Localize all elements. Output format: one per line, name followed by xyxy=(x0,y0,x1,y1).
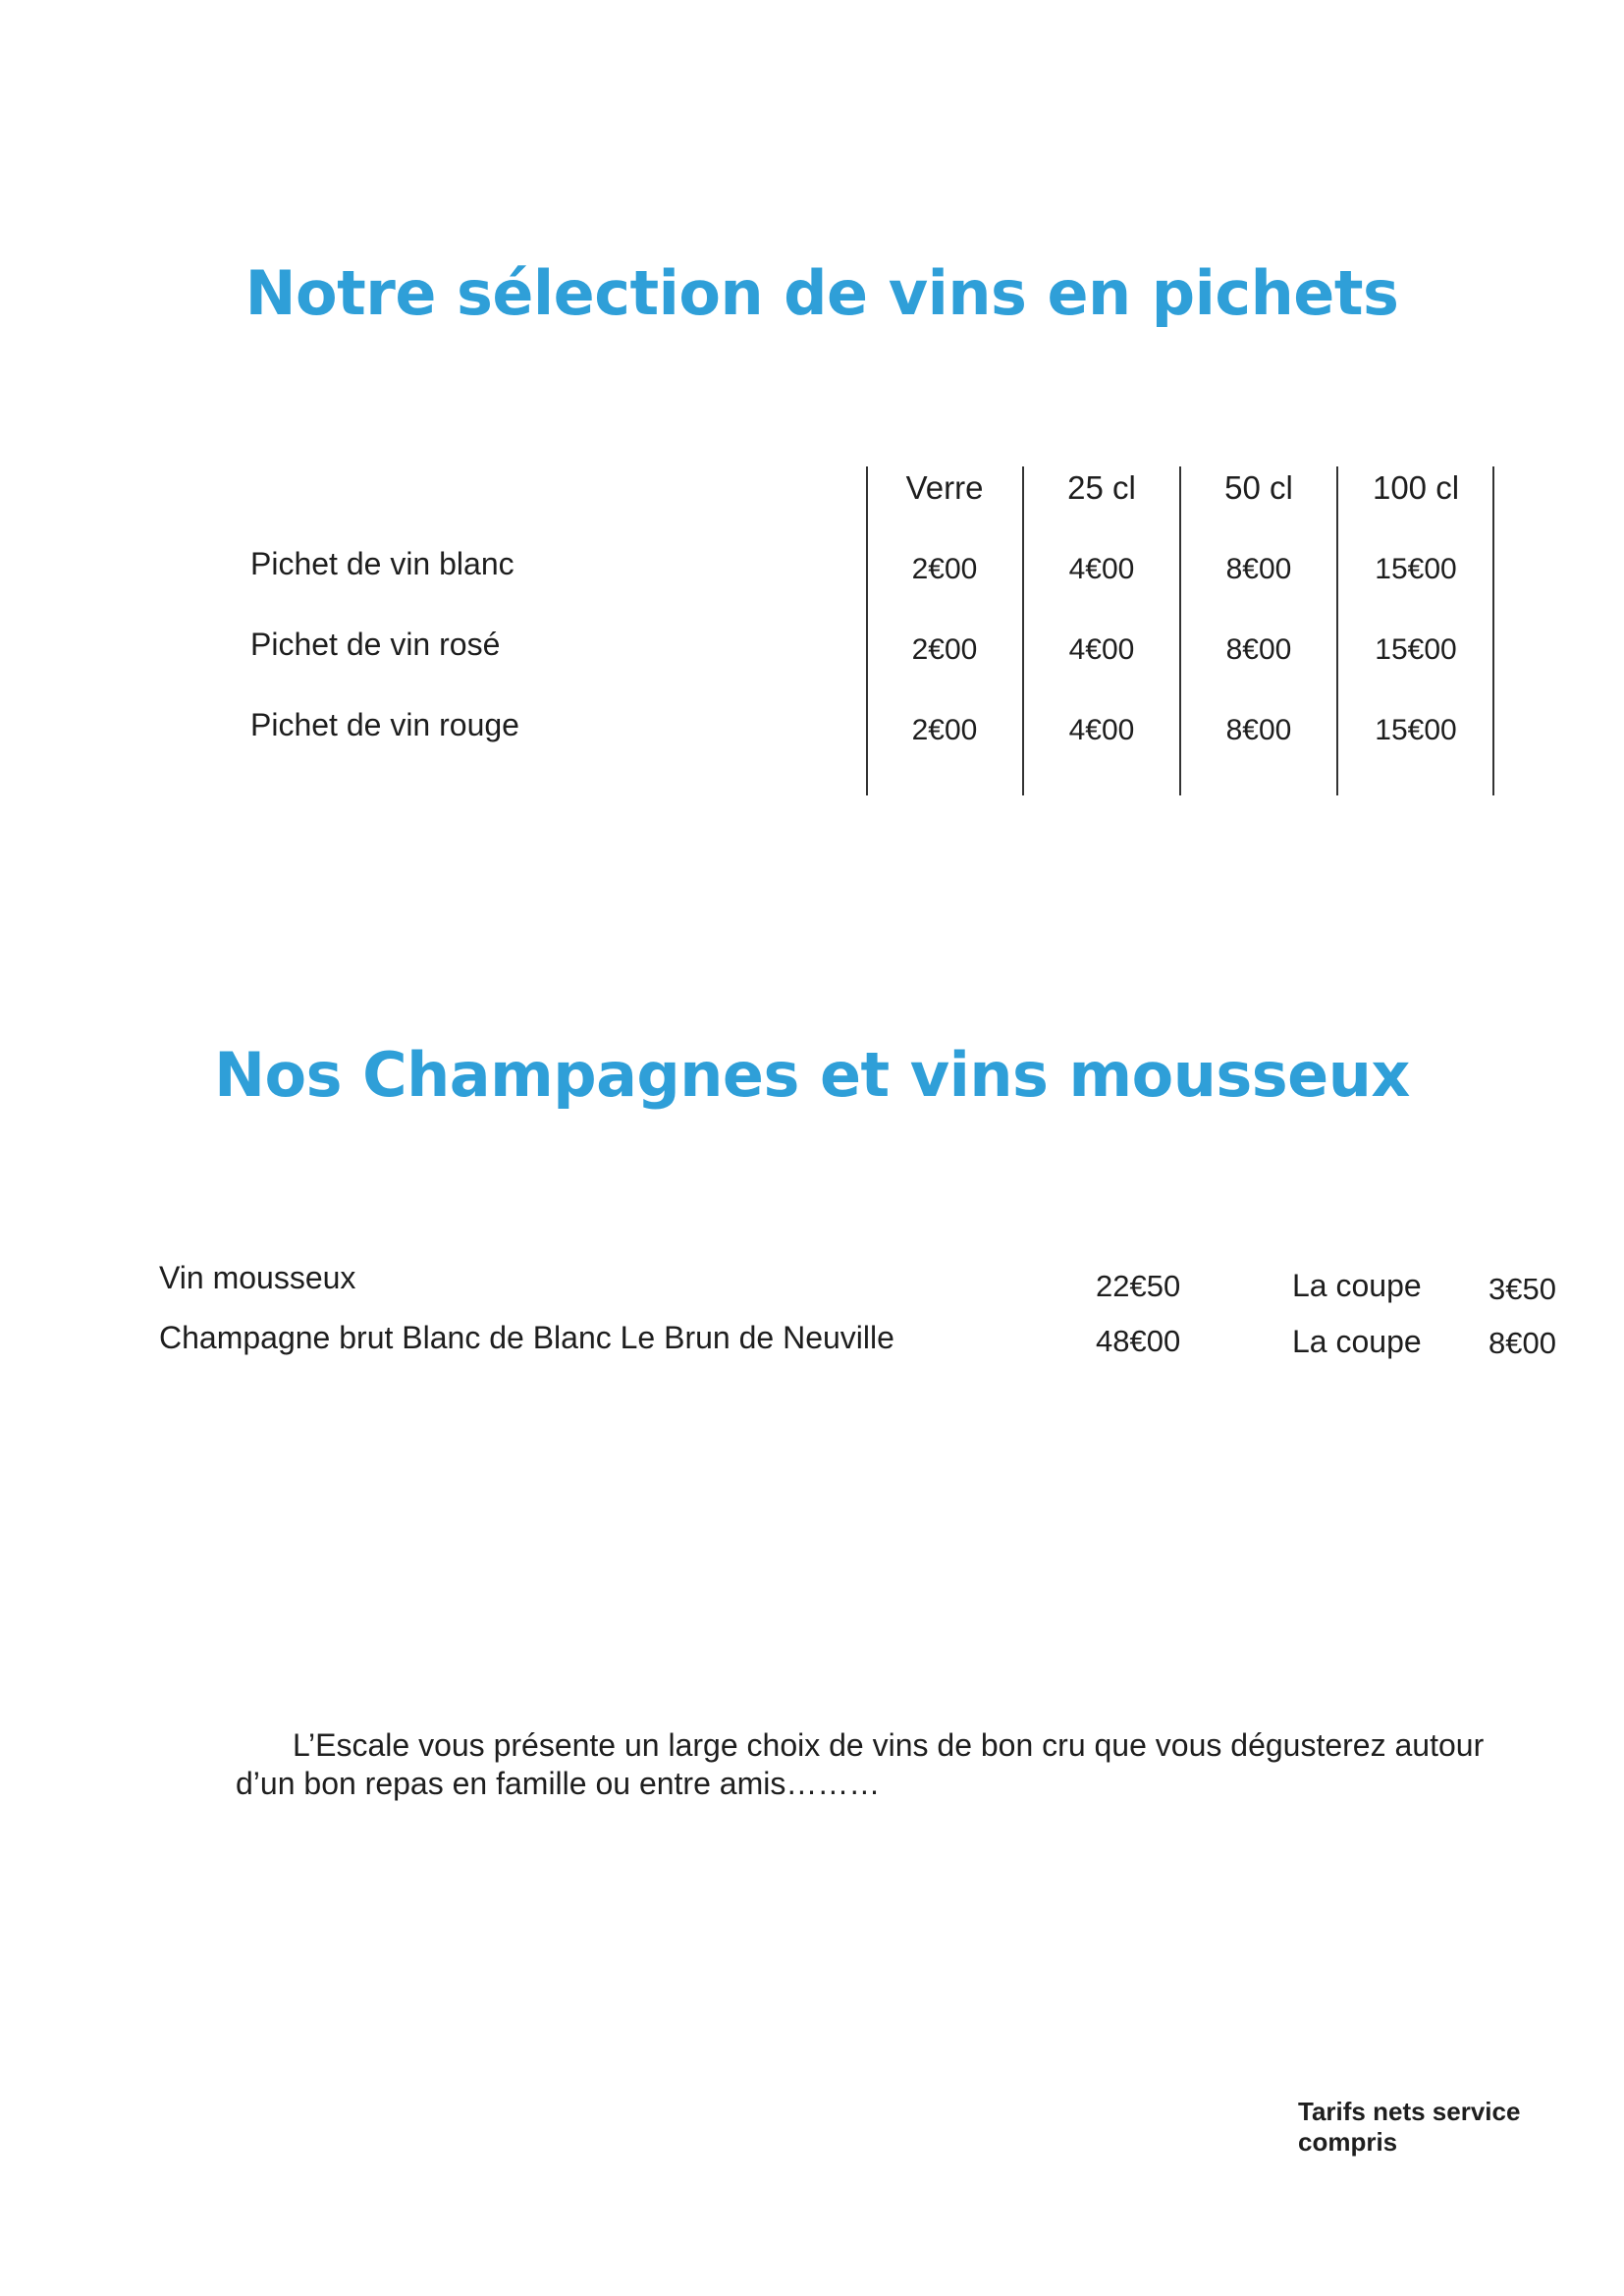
table-divider xyxy=(1336,466,1338,795)
price-cell: 8€00 xyxy=(1225,633,1292,666)
price-cell: 4€00 xyxy=(1068,714,1135,746)
champagne-coupe-label: La coupe xyxy=(1292,1324,1422,1359)
price-cell: 15€00 xyxy=(1375,633,1457,666)
row-label-rouge: Pichet de vin rouge xyxy=(250,707,519,742)
champagne-coupe-price: 3€50 xyxy=(1489,1272,1556,1306)
champagne-coupe-price: 8€00 xyxy=(1489,1326,1556,1360)
table-divider xyxy=(866,466,868,795)
pricing-footnote: Tarifs nets service compris xyxy=(1298,2097,1521,2157)
price-cell: 2€00 xyxy=(911,633,978,666)
price-cell: 2€00 xyxy=(911,553,978,585)
champagne-item-name: Vin mousseux xyxy=(159,1260,356,1295)
table-divider xyxy=(1179,466,1181,795)
champagnes-title: Nos Champagnes et vins mousseux xyxy=(214,1039,1410,1111)
row-label-rose: Pichet de vin rosé xyxy=(250,627,501,662)
price-cell: 2€00 xyxy=(911,714,978,746)
price-cell: 15€00 xyxy=(1375,553,1457,585)
intro-paragraph: L’Escale vous présente un large choix de vins de bon cru que vous dégusterez autour d’un bon repas en famille ou entre amis……… xyxy=(236,1727,1485,1801)
champagne-item-price: 48€00 xyxy=(1096,1324,1181,1358)
price-cell: 4€00 xyxy=(1068,633,1135,666)
pichets-title: Notre sélection de vins en pichets xyxy=(244,257,1399,329)
champagne-item-price: 22€50 xyxy=(1096,1269,1181,1303)
table-divider xyxy=(1492,466,1494,795)
column-header-25cl: 25 cl xyxy=(1067,469,1136,506)
price-cell: 15€00 xyxy=(1375,714,1457,746)
price-cell: 4€00 xyxy=(1068,553,1135,585)
champagne-coupe-label: La coupe xyxy=(1292,1268,1422,1303)
price-cell: 8€00 xyxy=(1225,553,1292,585)
price-cell: 8€00 xyxy=(1225,714,1292,746)
table-divider xyxy=(1022,466,1024,795)
row-label-blanc: Pichet de vin blanc xyxy=(250,546,514,581)
column-header-100cl: 100 cl xyxy=(1372,469,1460,506)
column-header-50cl: 50 cl xyxy=(1224,469,1293,506)
champagne-item-name: Champagne brut Blanc de Blanc Le Brun de Neuville xyxy=(159,1320,894,1355)
column-header-verre: Verre xyxy=(905,469,984,506)
